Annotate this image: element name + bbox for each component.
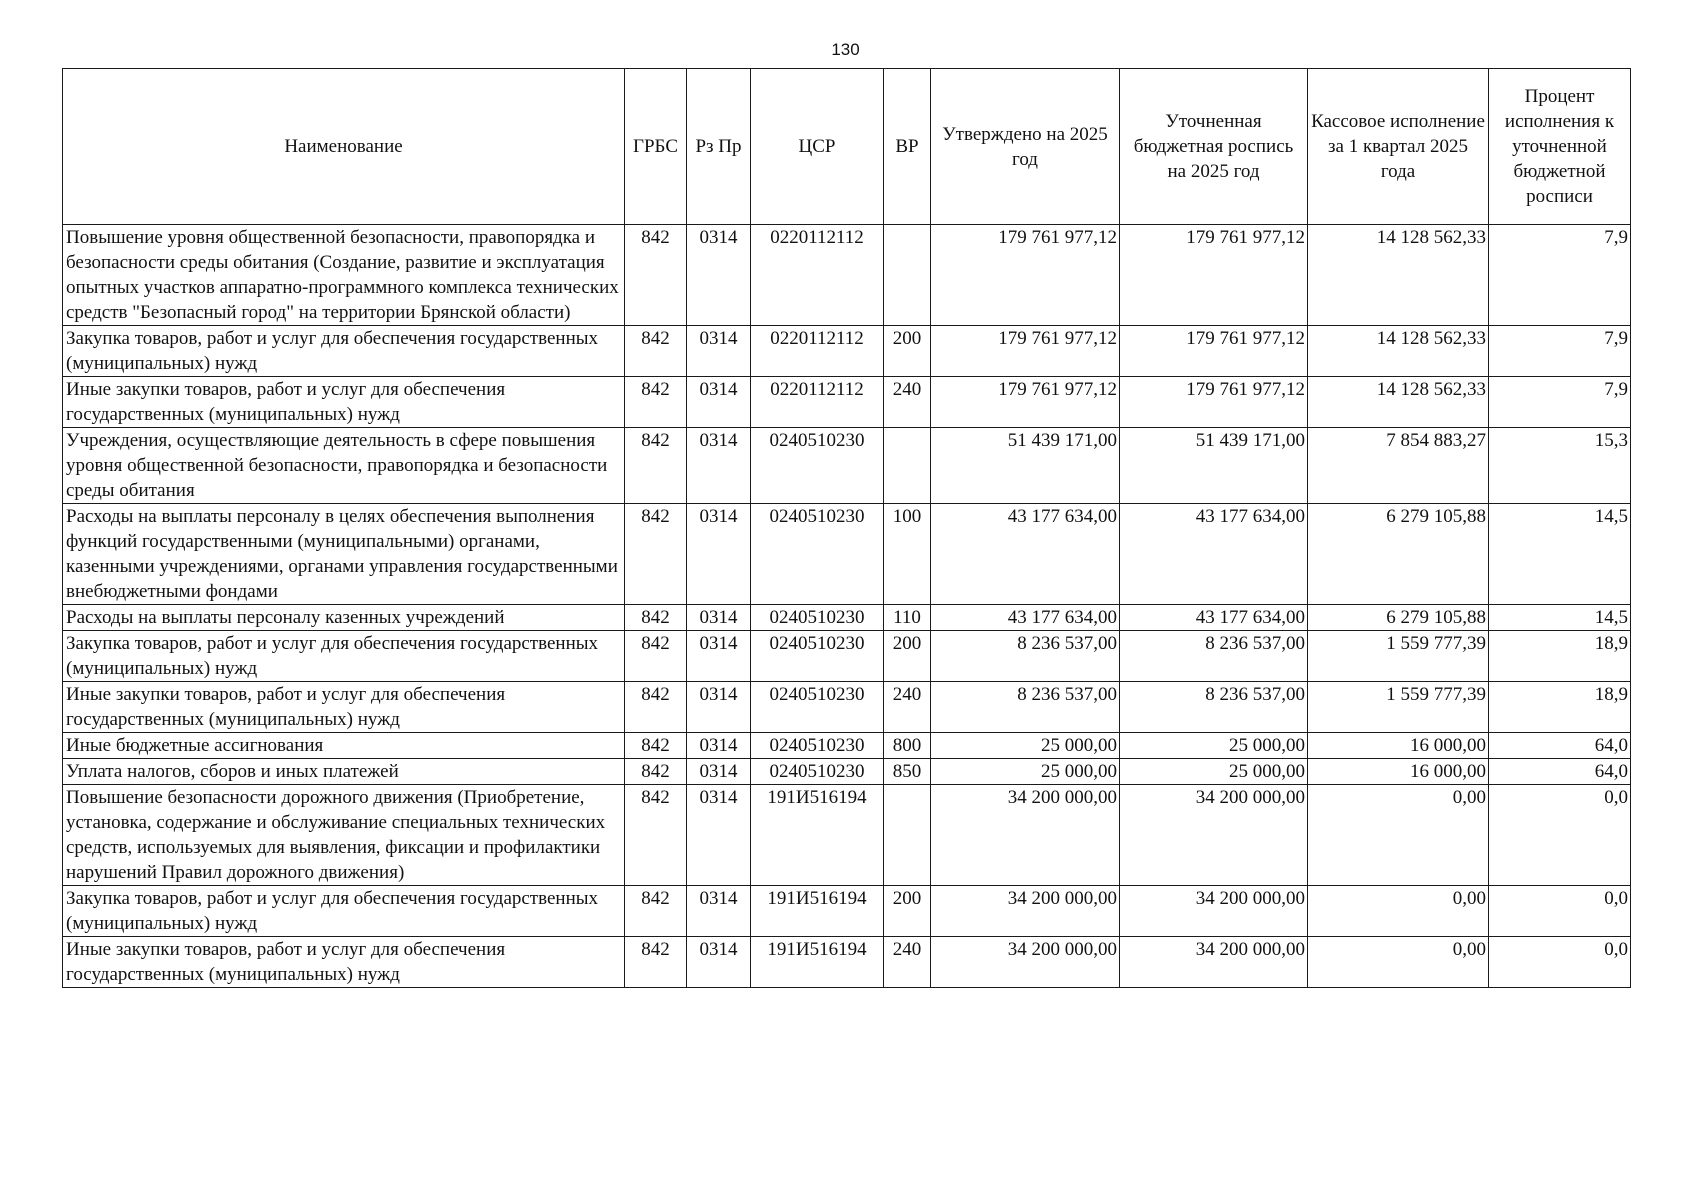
cell-name: Иные закупки товаров, работ и услуг для обеспечения государственных (муниципальных) нужд [63, 937, 625, 988]
cell-refined: 8 236 537,00 [1120, 682, 1308, 733]
cell-percent: 15,3 [1489, 428, 1631, 504]
cell-vr [884, 428, 931, 504]
cell-cash: 0,00 [1308, 785, 1489, 886]
cell-cash: 1 559 777,39 [1308, 682, 1489, 733]
table-row [63, 785, 1631, 886]
cell-refined: 34 200 000,00 [1120, 785, 1308, 886]
cell-rzpr: 0314 [687, 225, 751, 326]
table-row [63, 631, 1631, 682]
cell-percent: 14,5 [1489, 605, 1631, 631]
cell-name: Повышение уровня общественной безопасности, правопорядка и безопасности среды обитания (Создание, развитие и эксплуатация опытных участков аппаратно-программного комплекса технических средств "Безопасный город" на территории Брянской области) [63, 225, 625, 326]
cell-percent: 7,9 [1489, 326, 1631, 377]
cell-percent: 18,9 [1489, 682, 1631, 733]
cell-cash: 6 279 105,88 [1308, 605, 1489, 631]
table-row [63, 682, 1631, 733]
header-name: Наименование [63, 69, 625, 225]
cell-refined: 34 200 000,00 [1120, 886, 1308, 937]
cell-approved: 179 761 977,12 [931, 225, 1120, 326]
cell-approved: 25 000,00 [931, 759, 1120, 785]
cell-rzpr: 0314 [687, 326, 751, 377]
cell-cash: 14 128 562,33 [1308, 326, 1489, 377]
table-row [63, 428, 1631, 504]
table-row [63, 326, 1631, 377]
cell-csr: 191И516194 [751, 886, 884, 937]
cell-vr: 200 [884, 326, 931, 377]
cell-refined: 25 000,00 [1120, 759, 1308, 785]
cell-csr: 0220112112 [751, 225, 884, 326]
cell-cash: 7 854 883,27 [1308, 428, 1489, 504]
cell-rzpr: 0314 [687, 428, 751, 504]
cell-approved: 34 200 000,00 [931, 785, 1120, 886]
cell-csr: 0220112112 [751, 326, 884, 377]
cell-name: Расходы на выплаты персоналу казенных учреждений [63, 605, 625, 631]
cell-grbs: 842 [625, 428, 687, 504]
cell-refined: 43 177 634,00 [1120, 504, 1308, 605]
cell-refined: 34 200 000,00 [1120, 937, 1308, 988]
header-grbs: ГРБС [625, 69, 687, 225]
cell-csr: 0240510230 [751, 733, 884, 759]
table-row [63, 504, 1631, 605]
cell-vr: 100 [884, 504, 931, 605]
cell-vr [884, 785, 931, 886]
table-row [63, 225, 1631, 326]
cell-name: Учреждения, осуществляющие деятельность в сфере повышения уровня общественной безопасности, правопорядка и безопасности среды обитания [63, 428, 625, 504]
cell-approved: 179 761 977,12 [931, 377, 1120, 428]
table-row [63, 886, 1631, 937]
cell-refined: 8 236 537,00 [1120, 631, 1308, 682]
cell-csr: 0240510230 [751, 605, 884, 631]
cell-grbs: 842 [625, 326, 687, 377]
cell-vr: 240 [884, 682, 931, 733]
cell-vr: 800 [884, 733, 931, 759]
cell-approved: 43 177 634,00 [931, 504, 1120, 605]
cell-csr: 0220112112 [751, 377, 884, 428]
cell-grbs: 842 [625, 605, 687, 631]
cell-csr: 0240510230 [751, 631, 884, 682]
cell-vr: 240 [884, 377, 931, 428]
cell-refined: 51 439 171,00 [1120, 428, 1308, 504]
cell-grbs: 842 [625, 785, 687, 886]
cell-csr: 191И516194 [751, 785, 884, 886]
cell-cash: 14 128 562,33 [1308, 377, 1489, 428]
cell-cash: 16 000,00 [1308, 733, 1489, 759]
cell-vr: 110 [884, 605, 931, 631]
cell-approved: 51 439 171,00 [931, 428, 1120, 504]
cell-rzpr: 0314 [687, 682, 751, 733]
cell-percent: 18,9 [1489, 631, 1631, 682]
cell-percent: 0,0 [1489, 886, 1631, 937]
header-rzpr: Рз Пр [687, 69, 751, 225]
header-refined: Уточненная бюджетная роспись на 2025 год [1120, 69, 1308, 225]
cell-percent: 7,9 [1489, 377, 1631, 428]
cell-rzpr: 0314 [687, 733, 751, 759]
cell-grbs: 842 [625, 759, 687, 785]
table-row [63, 605, 1631, 631]
cell-csr: 0240510230 [751, 504, 884, 605]
cell-vr: 200 [884, 631, 931, 682]
cell-approved: 34 200 000,00 [931, 937, 1120, 988]
table-body [63, 225, 1631, 988]
cell-vr: 200 [884, 886, 931, 937]
cell-percent: 64,0 [1489, 733, 1631, 759]
cell-grbs: 842 [625, 886, 687, 937]
cell-percent: 7,9 [1489, 225, 1631, 326]
cell-name: Закупка товаров, работ и услуг для обеспечения государственных (муниципальных) нужд [63, 886, 625, 937]
cell-csr: 0240510230 [751, 682, 884, 733]
cell-approved: 25 000,00 [931, 733, 1120, 759]
cell-csr: 0240510230 [751, 759, 884, 785]
cell-name: Закупка товаров, работ и услуг для обеспечения государственных (муниципальных) нужд [63, 631, 625, 682]
cell-name: Повышение безопасности дорожного движения (Приобретение, установка, содержание и обслуживание специальных технических средств, используемых для выявления, фиксации и профилактики нарушений Правил дорожного движения) [63, 785, 625, 886]
cell-approved: 8 236 537,00 [931, 631, 1120, 682]
cell-grbs: 842 [625, 733, 687, 759]
cell-grbs: 842 [625, 937, 687, 988]
cell-name: Расходы на выплаты персоналу в целях обеспечения выполнения функций государственными (муниципальными) органами, казенными учреждениями, органами управления государственными внебюджетными фондами [63, 504, 625, 605]
cell-cash: 0,00 [1308, 937, 1489, 988]
cell-csr: 0240510230 [751, 428, 884, 504]
cell-rzpr: 0314 [687, 605, 751, 631]
cell-cash: 0,00 [1308, 886, 1489, 937]
page-number: 130 [831, 40, 860, 59]
header-vr: ВР [884, 69, 931, 225]
table-row [63, 759, 1631, 785]
cell-name: Иные закупки товаров, работ и услуг для обеспечения государственных (муниципальных) нужд [63, 377, 625, 428]
cell-cash: 6 279 105,88 [1308, 504, 1489, 605]
cell-refined: 179 761 977,12 [1120, 326, 1308, 377]
header-approved: Утверждено на 2025 год [931, 69, 1120, 225]
cell-approved: 34 200 000,00 [931, 886, 1120, 937]
cell-cash: 16 000,00 [1308, 759, 1489, 785]
cell-refined: 43 177 634,00 [1120, 605, 1308, 631]
table-row [63, 377, 1631, 428]
cell-name: Закупка товаров, работ и услуг для обеспечения государственных (муниципальных) нужд [63, 326, 625, 377]
cell-percent: 14,5 [1489, 504, 1631, 605]
header-percent: Процент исполнения к уточненной бюджетной росписи [1489, 69, 1631, 225]
cell-grbs: 842 [625, 504, 687, 605]
cell-rzpr: 0314 [687, 759, 751, 785]
table-row [63, 937, 1631, 988]
cell-rzpr: 0314 [687, 631, 751, 682]
cell-grbs: 842 [625, 631, 687, 682]
cell-cash: 14 128 562,33 [1308, 225, 1489, 326]
cell-csr: 191И516194 [751, 937, 884, 988]
cell-approved: 43 177 634,00 [931, 605, 1120, 631]
cell-name: Иные бюджетные ассигнования [63, 733, 625, 759]
budget-table [62, 68, 1631, 988]
cell-rzpr: 0314 [687, 785, 751, 886]
cell-grbs: 842 [625, 682, 687, 733]
cell-grbs: 842 [625, 377, 687, 428]
cell-rzpr: 0314 [687, 886, 751, 937]
header-row [63, 69, 1631, 225]
cell-cash: 1 559 777,39 [1308, 631, 1489, 682]
cell-percent: 64,0 [1489, 759, 1631, 785]
cell-name: Иные закупки товаров, работ и услуг для обеспечения государственных (муниципальных) нужд [63, 682, 625, 733]
cell-rzpr: 0314 [687, 504, 751, 605]
cell-approved: 179 761 977,12 [931, 326, 1120, 377]
header-csr: ЦСР [751, 69, 884, 225]
cell-approved: 8 236 537,00 [931, 682, 1120, 733]
cell-vr: 240 [884, 937, 931, 988]
cell-refined: 179 761 977,12 [1120, 225, 1308, 326]
cell-percent: 0,0 [1489, 785, 1631, 886]
cell-grbs: 842 [625, 225, 687, 326]
table-row [63, 733, 1631, 759]
cell-refined: 25 000,00 [1120, 733, 1308, 759]
cell-rzpr: 0314 [687, 937, 751, 988]
cell-name: Уплата налогов, сборов и иных платежей [63, 759, 625, 785]
cell-percent: 0,0 [1489, 937, 1631, 988]
cell-rzpr: 0314 [687, 377, 751, 428]
cell-vr: 850 [884, 759, 931, 785]
header-cash: Кассовое исполнение за 1 квартал 2025 года [1308, 69, 1489, 225]
cell-vr [884, 225, 931, 326]
cell-refined: 179 761 977,12 [1120, 377, 1308, 428]
